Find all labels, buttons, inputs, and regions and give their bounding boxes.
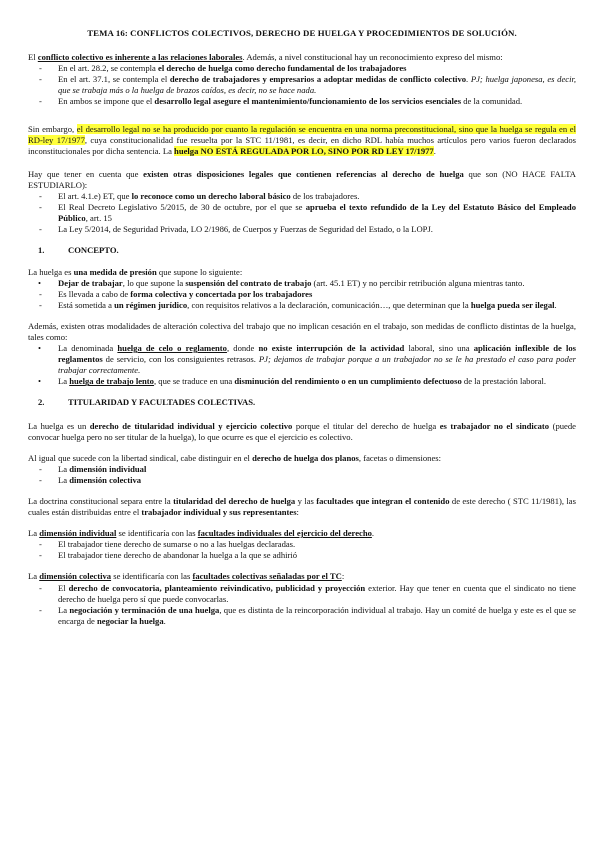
doctrine-paragraph: La doctrina constitucional separa entre la titularidad del derecho de huelga y las facultades que integran el contenido de este derecho ( STC 11/1981), las cuales están distribuidas entre el trabajador individual y sus representantes: [28, 496, 576, 518]
highlight: el desarrollo legal no se ha producido por cuanto la regulación se encuentra en una norma preconstitucional, sino que la huelga se regula en el RD-ley 17/1977 [28, 123, 576, 145]
list-item: - La dimensión individual [28, 464, 576, 475]
list-item: - El art. 4.1.e) ET, que lo reconoce como un derecho laboral básico de los trabajadores. [28, 191, 576, 202]
modalities-list [28, 343, 576, 387]
list-item: - El derecho de convocatoria, planteamiento reivindicativo, publicidad y proyección exterior. Hay que tener en cuenta que el sindicato no tiene derecho de huelga pero sí que puede convocarlas. [28, 583, 576, 605]
list-item: - La Ley 5/2014, de Seguridad Privada, LO 2/1986, de Cuerpos y Fuerzas de Seguridad del Estado, o la LOPJ. [28, 224, 576, 235]
constitution-list [28, 63, 576, 107]
list-item: - Está sometida a un régimen jurídico, con requisitos relativos a la declaración, comunicación…, que determinan que la huelga pueda ser ilegal. [28, 300, 576, 311]
other-laws-paragraph: Hay que tener en cuenta que existen otras disposiciones legales que contienen referencias al derecho de huelga que son (NO HACE FALTA ESTUDIARLO): [28, 168, 576, 190]
list-item: - El trabajador tiene derecho de sumarse o no a las huelgas declaradas. [28, 539, 576, 550]
list-item: - El trabajador tiene derecho de abandonar la huelga a la que se adhirió [28, 550, 576, 561]
modalities-paragraph: Además, existen otras modalidades de alteración colectiva del trabajo que no implican cesación en el trabajo, son medidas de conflicto distintas de la huelga, tales como: [28, 320, 576, 342]
intro-paragraph: El conflicto colectivo es inherente a las relaciones laborales. Además, a nivel constitucional hay un reconocimiento expreso del mismo: [28, 52, 503, 63]
list-item: • Dejar de trabajar, lo que supone la suspensión del contrato de trabajo (art. 45.1 ET) y no percibir retribución alguna mientras tanto. [28, 278, 576, 289]
titularidad-paragraph: La huelga es un derecho de titularidad individual y ejercicio colectivo porque el titular del derecho de huelga es trabajador no el sindicato (puede convocar huelga pero no ser titular de la huelga), lo que ocurre es que el ejercicio es colectivo. [28, 420, 576, 442]
collective-dimension-paragraph: La dimensión colectiva se identificaría con las facultades colectivas señaladas por el TC: [28, 571, 345, 582]
section-heading-titularidad: 2. TITULARIDAD Y FACULTADES COLECTIVAS. [38, 397, 256, 408]
list-item: - En ambos se impone que el desarrollo legal asegure el mantenimiento/funcionamiento de los servicios esenciales de la comunidad. [28, 96, 576, 107]
list-item: • La huelga de trabajo lento, que se traduce en una disminución del rendimiento o en un cumplimiento defectuoso de la prestación laboral. [28, 376, 576, 387]
dimensions-list [28, 464, 576, 486]
highlight-bold: huelga NO ESTÁ REGULADA POR LO, SINO POR RD LEY 17/1977 [174, 145, 434, 156]
concept-list [28, 278, 576, 311]
list-item: - En el art. 28.2, se contempla el derecho de huelga como derecho fundamental de los trabajadores [28, 63, 576, 74]
section-heading-concepto: 1. CONCEPTO. [38, 245, 119, 256]
individual-dimension-paragraph: La dimensión individual se identificaría con las facultades individuales del ejercicio del derecho. [28, 528, 375, 539]
list-item: - El Real Decreto Legislativo 5/2015, de 30 de octubre, por el que se aprueba el texto refundido de la Ley del Estatuto Básico del Empleado Público, art. 15 [28, 202, 576, 224]
list-item: - En el art. 37.1, se contempla el derecho de trabajadores y empresarios a adoptar medidas de conflicto colectivo. PJ; huelga japonesa, es decir, que se trabaja más o la huelga de brazos caídos, es decir, no se hace nada. [28, 74, 576, 96]
list-item: - La negociación y terminación de una huelga, que es distinta de la reincorporación individual al trabajo. Hay un comité de huelga y este es el que se encarga de negociar la huelga. [28, 605, 576, 627]
planes-paragraph: Al igual que sucede con la libertad sindical, cabe distinguir en el derecho de huelga dos planos, facetas o dimensiones: [28, 452, 442, 463]
concept-paragraph: La huelga es una medida de presión que supone lo siguiente: [28, 266, 243, 277]
individual-list [28, 539, 576, 561]
list-item: - Es llevada a cabo de forma colectiva y concertada por los trabajadores [28, 289, 576, 300]
collective-list [28, 583, 576, 627]
document-title: TEMA 16: CONFLICTOS COLECTIVOS, DERECHO DE HUELGA Y PROCEDIMIENTOS DE SOLUCIÓN. [87, 28, 517, 38]
list-item: - La dimensión colectiva [28, 475, 576, 486]
list-item: • La denominada huelga de celo o reglamento, donde no existe interrupción de la actividad laboral, sino una aplicación inflexible de los reglamentos de servicio, con los consiguientes retrasos. PJ; dejamos de trabajar porque a un trabajador no se le ha prestado el caso para poder trabajar correctamente. [28, 343, 576, 376]
regulation-paragraph: Sin embargo, el desarrollo legal no se ha producido por cuanto la regulación se encuentra en una norma preconstitucional, sino que la huelga se regula en el RD-ley 17/1977, cuya constitucionalidad fue resuelta por la STC 11/1981, es decir, en dicho RDL había muchos artículos pero varios fueron declarados inconstitucionales por dicha sentencia. La huelga NO ESTÁ REGULADA POR LO, SINO POR RD LEY 17/1977. [28, 123, 576, 156]
other-laws-list [28, 191, 576, 235]
